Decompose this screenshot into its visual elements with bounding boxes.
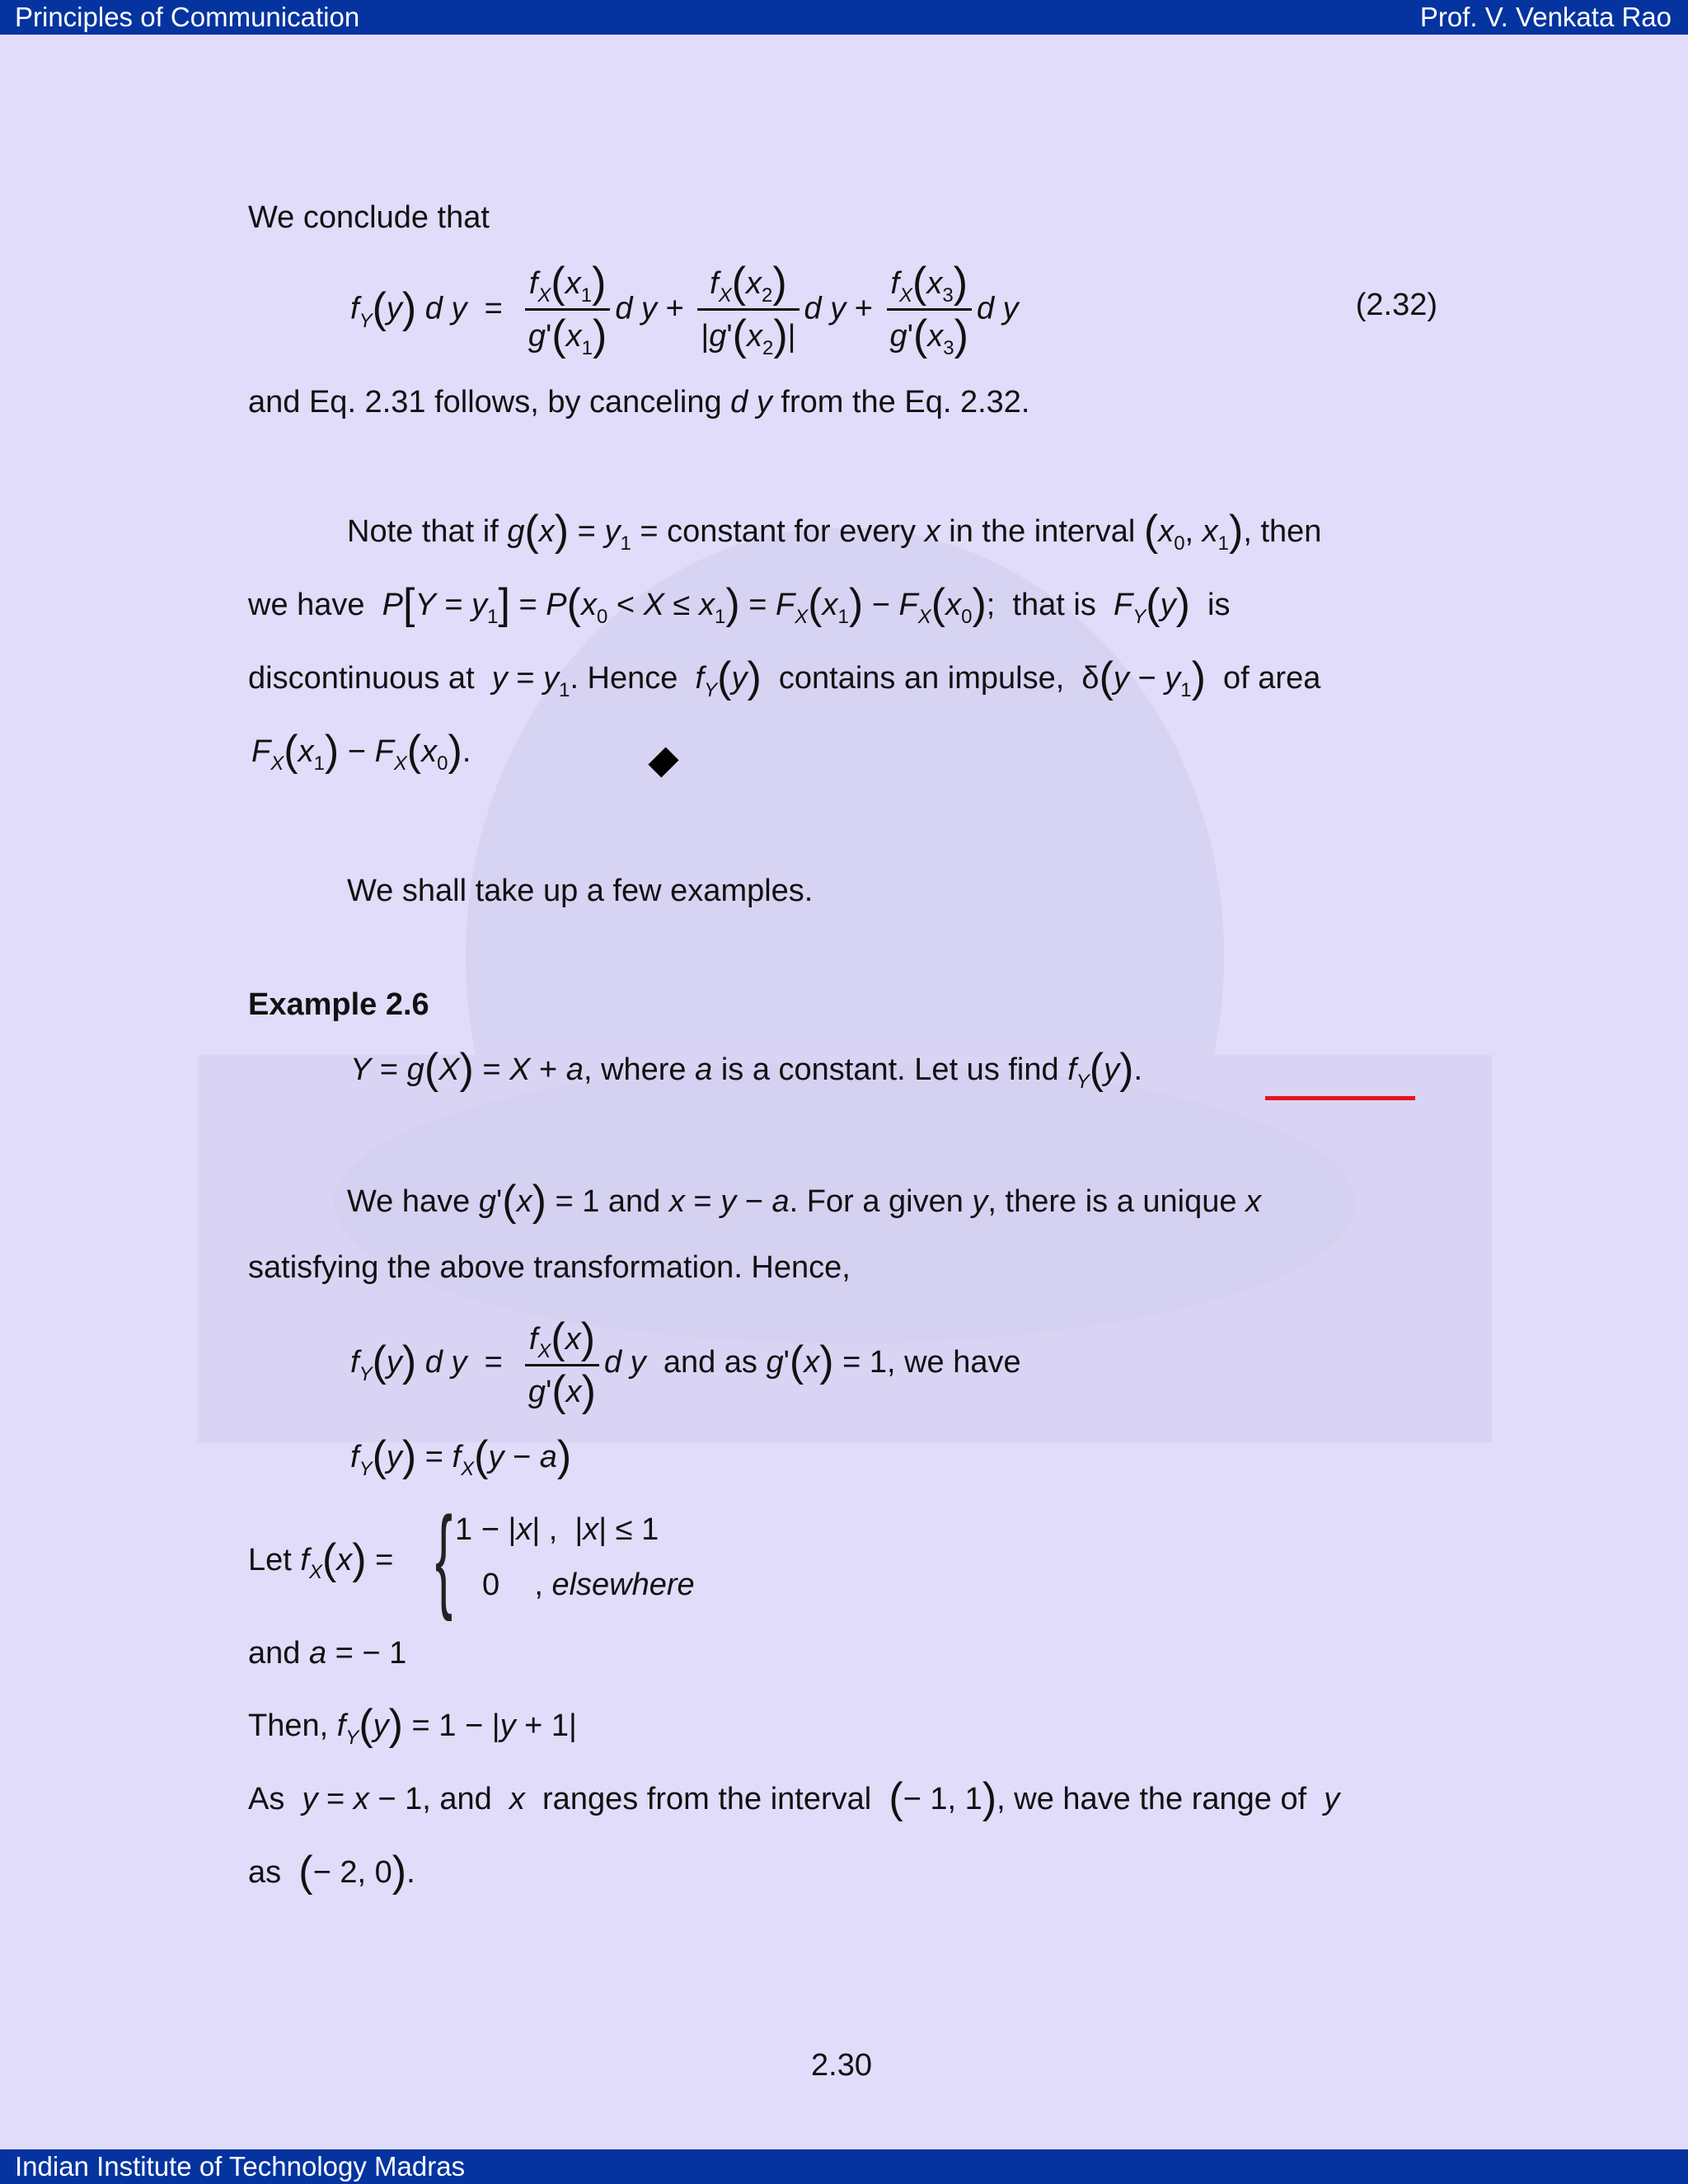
example-statement: Y = g(X) = X + a, where a is a constant. Let us find $f_Y(y)$. bbox=[350, 1045, 1143, 1093]
range-line-1: As y = x − 1, and x ranges from the interval (− 1, 1), we have the range of y bbox=[248, 1774, 1340, 1822]
pdf-transform-equation: $f_Y(y)$ d y = $\frac{f_X(x)}{g'(x)}$ d y and as g'(x) = 1, we have bbox=[350, 1315, 1021, 1415]
piecewise-case-2: 0 , elsewhere bbox=[482, 1568, 695, 1602]
course-title: Principles of Communication bbox=[15, 2, 360, 32]
and-a-line: and a = − 1 bbox=[248, 1636, 407, 1671]
red-underline-mark bbox=[1265, 1096, 1415, 1100]
footer-bar bbox=[0, 2149, 1688, 2184]
example-heading: Example 2.6 bbox=[248, 987, 429, 1022]
header-bar bbox=[0, 0, 1688, 35]
satisfying-text: satisfying the above transformation. Hence, bbox=[248, 1250, 851, 1285]
institute-name: Indian Institute of Technology Madras bbox=[15, 2151, 466, 2182]
background-watermark bbox=[198, 494, 1492, 1442]
piecewise-case-1: 1 − |x| , |x| ≤ 1 bbox=[455, 1512, 659, 1547]
left-brace: { bbox=[435, 1493, 453, 1622]
result-equation: $f_Y(y) = f_X(y - a)$ bbox=[350, 1432, 572, 1480]
cancel-line: and Eq. 2.31 follows, by canceling d y from the Eq. 2.32. bbox=[248, 385, 1030, 419]
equation-number: (2.32) bbox=[1355, 288, 1437, 322]
author-name: Prof. V. Venkata Rao bbox=[1419, 2, 1672, 32]
page-number: 2.30 bbox=[811, 2048, 872, 2083]
wehave-line-1: We have g'(x) = 1 and x = y − a. For a given y, there is a unique x bbox=[347, 1177, 1262, 1225]
range-line-2: as (− 2, 0). bbox=[248, 1848, 415, 1896]
then-line: Then, $f_Y(y) = 1 - |y + 1|$ bbox=[248, 1701, 577, 1749]
note-line-2: we have $P[Y = y_1] = P(x_0 < X \le x_1) = F_X(x_1) - F_X(x_0)$; that is $F_Y(y)$ is bbox=[248, 580, 1231, 628]
let-definition: Let $f_X(x)$ = bbox=[248, 1535, 394, 1583]
conclude-text: We conclude that bbox=[248, 200, 490, 235]
note-line-4: $F_X(x_1) - F_X(x_0)$. bbox=[251, 727, 471, 775]
examples-text: We shall take up a few examples. bbox=[347, 874, 814, 908]
note-line-1: Note that if $g(x) = y_1$ = constant for every x in the interval ($x_0$, $x_1$), then bbox=[347, 507, 1322, 555]
equation-2-32: $f_Y(y)$ d y = $\frac{f_X(x_1)}{g'(x_1)}$ d y + $\frac{f_X(x_2)}{|g'(x_2)|}$ d y + $\frac{f_X(x_3)}{g'(x_3)}$ d y bbox=[350, 259, 1019, 362]
note-line-3: discontinuous at $y = y_1$. Hence $f_Y(y)$ contains an impulse, $\delta(y - y_1)$ of area bbox=[248, 654, 1321, 701]
